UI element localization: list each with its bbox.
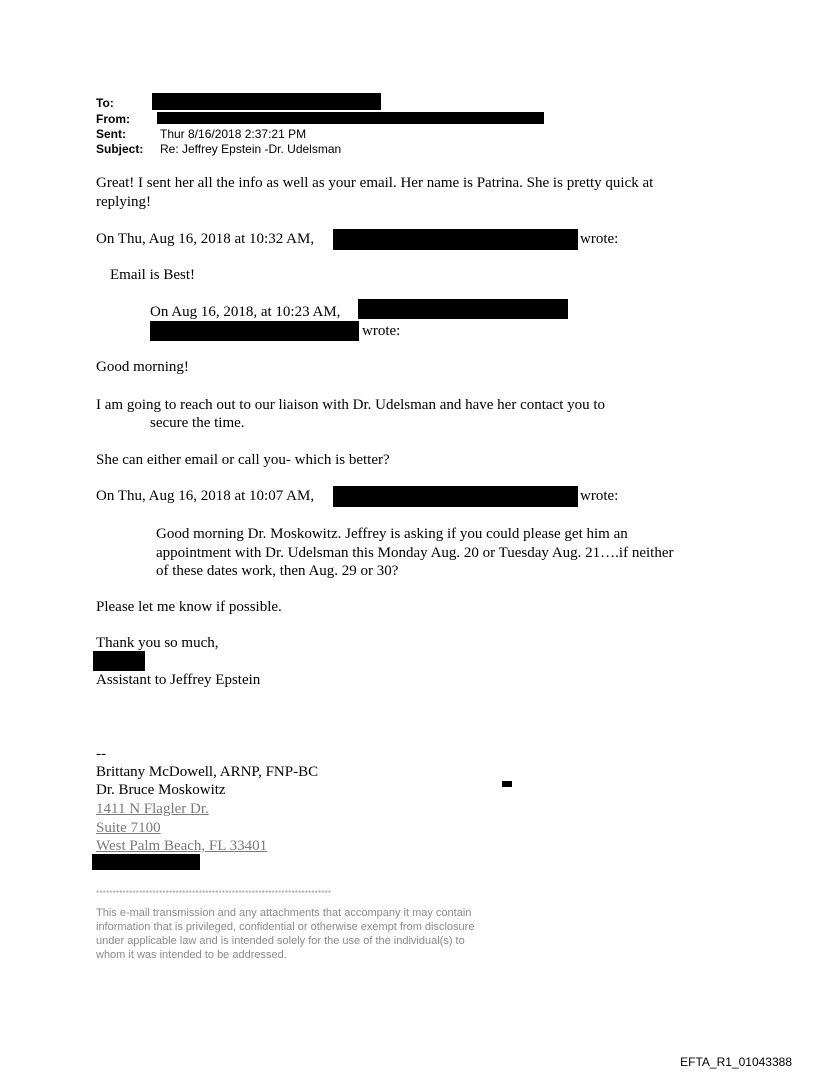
signature-dashes: -- (96, 746, 106, 762)
quote1-prefix: On Thu, Aug 16, 2018 at 10:32 AM, (96, 231, 315, 247)
assistant-text: Assistant to Jeffrey Epstein (96, 672, 261, 688)
redacted-quote2-sender-line2 (150, 321, 359, 341)
please-let-text: Please let me know if possible. (96, 599, 282, 615)
document-id: EFTA_R1_01043388 (680, 1055, 792, 1069)
sent-label: Sent: (96, 127, 126, 141)
quote2-prefix: On Aug 16, 2018, at 10:23 AM, (150, 304, 341, 320)
to-row (96, 96, 160, 111)
redaction-mark (502, 781, 512, 787)
reach-out-line2: secure the time. (150, 415, 245, 431)
redacted-quote2-sender (358, 299, 568, 319)
redacted-from-address (157, 112, 544, 124)
either-text: She can either email or call you- which is better? (96, 452, 390, 468)
sent-row (96, 127, 307, 142)
quote3-suffix: wrote: (580, 488, 619, 504)
quote2-suffix: wrote: (362, 323, 401, 339)
redacted-signer-name (93, 651, 145, 671)
disclaimer-text: This e-mail transmission and any attachments that accompany it may contain information that is privileged, confidential or otherwise exempt from disclosure under applicable law and is intended solely for the use of the individual(s) to whom it was intended to be addressed. (96, 907, 475, 961)
redacted-phone (92, 854, 200, 870)
quote1-suffix: wrote: (580, 231, 619, 247)
email-best-text: Email is Best! (110, 267, 195, 283)
subject-row (96, 142, 342, 157)
subject-value: Re: Jeffrey Epstein -Dr. Udelsman (160, 142, 342, 156)
to-label: To: (96, 96, 114, 110)
reply-paragraph: Great! I sent her all the info as well as your email. Her name is Patrina. She is pretty quick at replying! (96, 175, 654, 210)
redacted-quote3-sender (333, 486, 578, 507)
redacted-to-address (152, 93, 381, 110)
signature-doctor: Dr. Bruce Moskowitz (96, 782, 226, 798)
quote3-prefix: On Thu, Aug 16, 2018 at 10:07 AM, (96, 488, 315, 504)
sent-value: Thur 8/16/2018 2:37:21 PM (160, 127, 307, 141)
good-morning-text: Good morning! (96, 359, 189, 375)
signature-name: Brittany McDowell, ARNP, FNP-BC (96, 764, 319, 780)
address-line3-link[interactable]: West Palm Beach, FL 33401 (96, 838, 268, 854)
address-line2-link[interactable]: Suite 7100 (96, 820, 161, 836)
from-label: From: (96, 112, 130, 126)
redacted-quote1-sender (333, 229, 578, 250)
thanks-text: Thank you so much, (96, 635, 219, 651)
subject-label: Subject: (96, 142, 144, 156)
address-line1-link[interactable]: 1411 N Flagler Dr. (96, 801, 209, 817)
appointment-request-paragraph: Good morning Dr. Moskowitz. Jeffrey is asking if you could please get him an appointment with Dr. Udelsman this Monday Aug. 20 or Tuesday Aug. 21….if neither of these dates work, then Aug. 29 or 30? (156, 526, 674, 579)
from-row (96, 112, 160, 127)
disclaimer-separator: *********************************************************************** (96, 889, 332, 898)
reach-out-line1: I am going to reach out to our liaison with Dr. Udelsman and have her contact you to (96, 397, 606, 413)
